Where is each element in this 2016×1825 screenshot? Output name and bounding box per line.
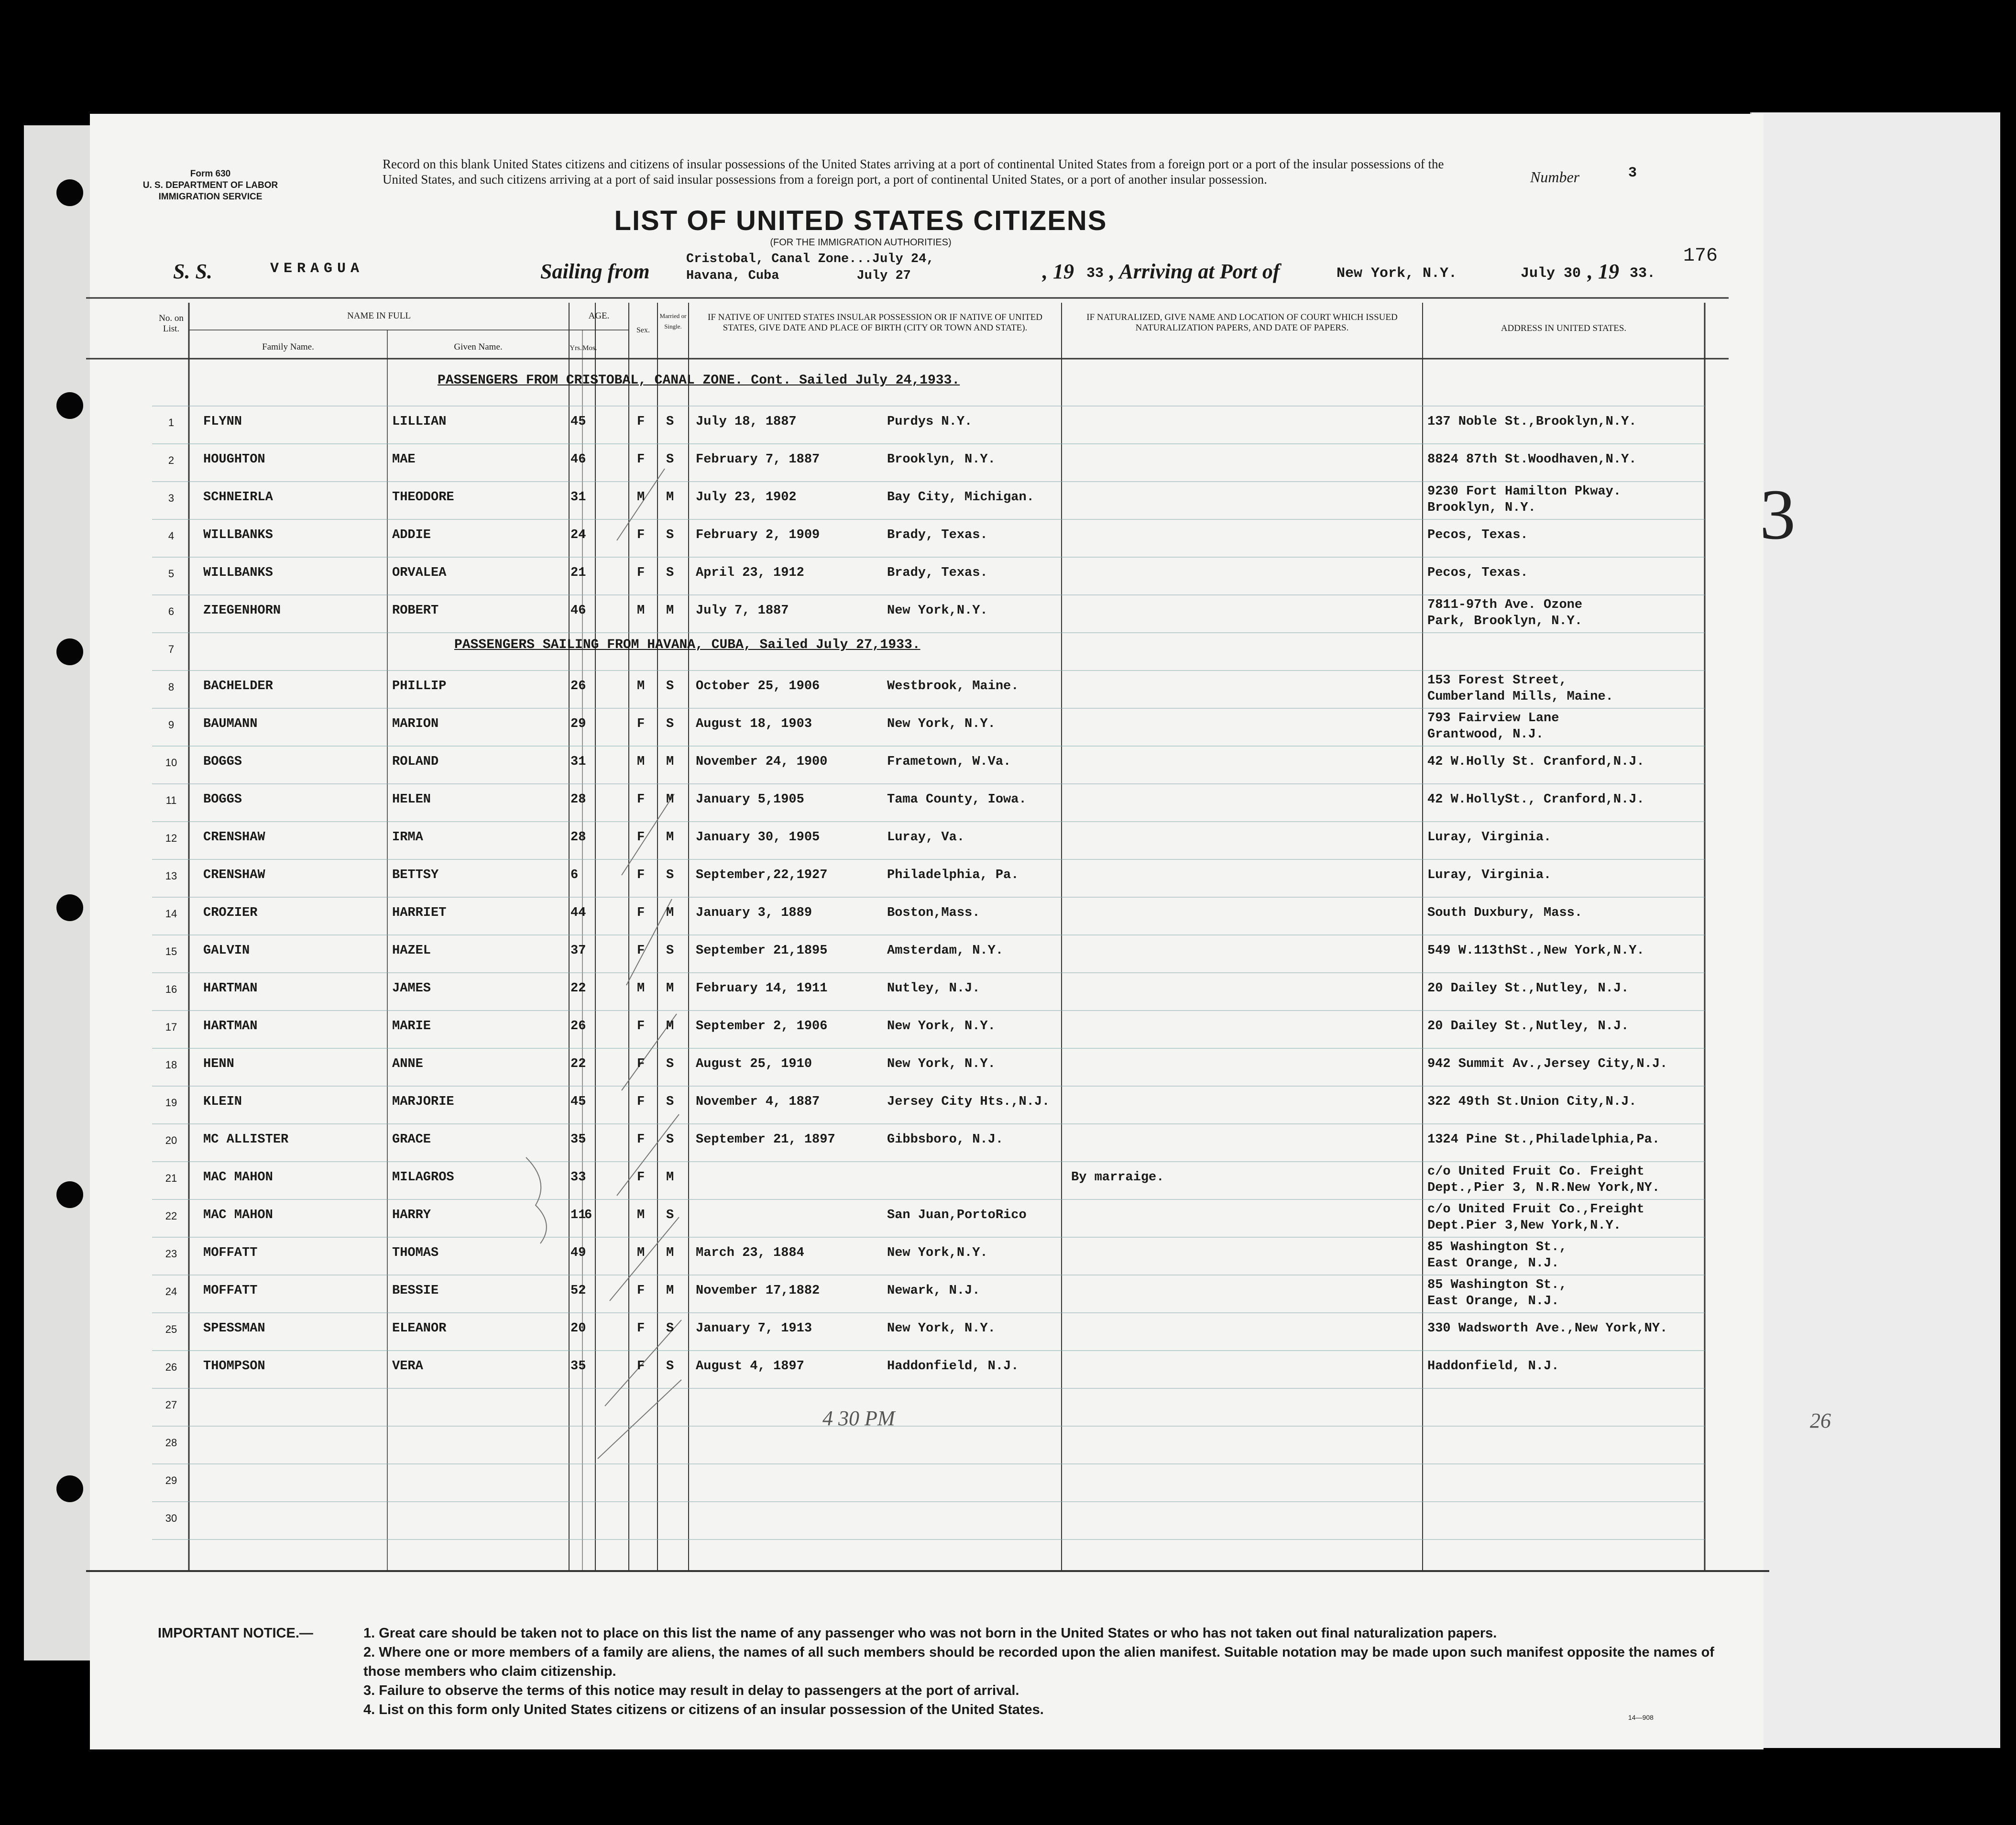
given-name-cell: HAZEL: [392, 944, 431, 958]
birth-date-cell: July 23, 1902: [696, 490, 797, 505]
birth-place-cell: Boston,Mass.: [887, 906, 980, 920]
birth-place-cell: Newark, N.J.: [887, 1284, 980, 1298]
address-cell: 42 W.Holly St. Cranford,N.J.: [1427, 755, 1644, 769]
margin-mark: 3: [1760, 475, 1796, 554]
birth-date-cell: January 7, 1913: [696, 1321, 812, 1336]
ss-label: S. S.: [173, 260, 212, 283]
arrival-date: July 30: [1521, 265, 1581, 282]
age-years-cell: 49: [570, 1246, 586, 1260]
header-no: No. on List.: [159, 313, 184, 334]
important-notice: [158, 1624, 1736, 1717]
marital-status-cell: S: [666, 1095, 674, 1109]
given-name-cell: VERA: [392, 1359, 423, 1374]
birth-place-cell: New York, N.Y.: [887, 1321, 996, 1336]
address-cell: 20 Dailey St.,Nutley, N.J.: [1427, 981, 1629, 996]
row-number: 5: [168, 568, 175, 580]
family-name-cell: MOFFATT: [203, 1284, 258, 1298]
address-cell: 322 49th St.Union City,N.J.: [1427, 1095, 1637, 1109]
address-cell: 942 Summit Av.,Jersey City,N.J.: [1427, 1057, 1668, 1071]
family-name-cell: CROZIER: [203, 906, 258, 920]
birth-place-cell: New York,N.Y.: [887, 1246, 988, 1260]
row-number: 6: [168, 605, 175, 617]
arrival-port: New York, N.Y.: [1337, 265, 1457, 282]
header-name-in-full: NAME IN FULL: [347, 311, 411, 321]
marital-status-cell: M: [666, 604, 674, 618]
sex-cell: F: [637, 415, 645, 429]
family-name-cell: HARTMAN: [203, 981, 258, 996]
birth-place-cell: New York,N.Y.: [887, 604, 988, 618]
birth-date-cell: August 18, 1903: [696, 717, 812, 731]
family-name-cell: SCHNEIRLA: [203, 490, 273, 505]
header-age: AGE.: [588, 311, 610, 321]
sex-cell: M: [637, 679, 645, 693]
sex-cell: F: [637, 1095, 645, 1109]
birth-date-cell: July 18, 1887: [696, 415, 797, 429]
given-name-cell: THEODORE: [392, 490, 454, 505]
birth-place-cell: Luray, Va.: [887, 830, 965, 845]
row-number: 18: [165, 1059, 177, 1071]
header-sex: Sex.: [636, 326, 650, 334]
family-name-cell: MOFFATT: [203, 1246, 258, 1260]
address-cell: Haddonfield, N.J.: [1427, 1359, 1559, 1374]
notice-item-2: 2. Where one or more members of a family are aliens, the names of all such members should be recorded upon the alien manifest. Suitable notation may be made upon such manifest opposite the names of those members who claim citizenship.: [363, 1645, 1714, 1679]
age-years-cell: 35: [570, 1132, 586, 1147]
address-cell: 153 Forest Street,: [1427, 673, 1567, 688]
age-years-cell: 21: [570, 566, 586, 580]
marital-status-cell: M: [666, 490, 674, 505]
header-married-single: Married or Single.: [659, 312, 687, 330]
birth-date-cell: October 25, 1906: [696, 679, 820, 693]
sex-cell: M: [637, 1208, 645, 1222]
sex-cell: F: [637, 1057, 645, 1071]
sex-cell: F: [637, 1170, 645, 1185]
given-name-cell: GRACE: [392, 1132, 431, 1147]
row-number: 8: [168, 681, 175, 693]
header-birth: IF NATIVE OF UNITED STATES INSULAR POSSESSION OR IF NATIVE OF UNITED STATES, GIVE DATE AND PLACE OF BIRTH (CITY OR TOWN AND STATE).: [708, 312, 1042, 333]
address-cell-line2: Brooklyn, N.Y.: [1427, 501, 1536, 515]
given-name-cell: BETTSY: [392, 868, 439, 882]
sex-cell: F: [637, 1321, 645, 1336]
birth-date-cell: August 4, 1897: [696, 1359, 804, 1374]
given-name-cell: ROBERT: [392, 604, 439, 618]
address-cell: 7811-97th Ave. Ozone: [1427, 598, 1583, 612]
row-number: 21: [165, 1172, 177, 1184]
marital-status-cell: S: [666, 452, 674, 467]
family-name-cell: THOMPSON: [203, 1359, 265, 1374]
birth-place-cell: New York, N.Y.: [887, 717, 996, 731]
family-name-cell: MAC MAHON: [203, 1170, 273, 1185]
sex-cell: F: [637, 717, 645, 731]
age-years-cell: 11: [570, 1208, 586, 1222]
address-cell-line2: Grantwood, N.J.: [1427, 727, 1544, 742]
margin-count: 26: [1810, 1409, 1831, 1432]
address-cell: c/o United Fruit Co.,Freight: [1427, 1202, 1644, 1217]
row-number: 29: [165, 1474, 177, 1486]
marital-status-cell: S: [666, 415, 674, 429]
age-years-cell: 20: [570, 1321, 586, 1336]
handwritten-time-note: 4 30 PM: [822, 1407, 895, 1430]
given-name-cell: PHILLIP: [392, 679, 447, 693]
row-number: 19: [165, 1097, 177, 1109]
address-cell: 1324 Pine St.,Philadelphia,Pa.: [1427, 1132, 1660, 1147]
row-number: 17: [165, 1021, 177, 1033]
given-name-cell: HARRY: [392, 1208, 431, 1222]
birth-date-cell: January 5,1905: [696, 792, 804, 807]
address-cell-line2: Cumberland Mills, Maine.: [1427, 690, 1613, 704]
address-cell: 9230 Fort Hamilton Pkway.: [1427, 484, 1622, 499]
naturalization-cell: By marraige.: [1071, 1170, 1164, 1185]
form-instruction: Record on this blank United States citizens and citizens of insular possessions of the United States arriving at a port of continental United States from a foreign port or a port of the insular possessions of the United States, and such citizens arriving at a port of said insular possessions from a foreign port, a port of continental United States, or a port of another insular possession.: [383, 157, 1444, 187]
age-years-cell: 46: [570, 604, 586, 618]
age-years-cell: 52: [570, 1284, 586, 1298]
birth-date-cell: January 30, 1905: [696, 830, 820, 845]
marital-status-cell: S: [666, 1057, 674, 1071]
marital-status-cell: M: [666, 755, 674, 769]
header-yrs: Yrs.: [570, 344, 582, 352]
address-cell: 20 Dailey St.,Nutley, N.J.: [1427, 1019, 1629, 1033]
family-name-cell: WILLBANKS: [203, 566, 273, 580]
birth-place-cell: Gibbsboro, N.J.: [887, 1132, 1004, 1147]
family-name-cell: BACHELDER: [203, 679, 273, 693]
birth-date-cell: January 3, 1889: [696, 906, 812, 920]
family-name-cell: CRENSHAW: [203, 868, 265, 882]
service-name: IMMIGRATION SERVICE: [158, 192, 263, 202]
sex-cell: M: [637, 1246, 645, 1260]
birth-date-cell: November 24, 1900: [696, 755, 828, 769]
birth-date-cell: February 2, 1909: [696, 528, 820, 542]
family-name-cell: MC ALLISTER: [203, 1132, 289, 1147]
row-number: 30: [165, 1512, 177, 1524]
footer-code: 14—908: [1628, 1714, 1654, 1721]
row-number: 23: [165, 1248, 177, 1260]
given-name-cell: ANNE: [392, 1057, 423, 1071]
header-family-name: Family Name.: [262, 342, 314, 352]
age-years-cell: 29: [570, 717, 586, 731]
row-number: 3: [168, 492, 175, 504]
family-name-cell: BAUMANN: [203, 717, 258, 731]
sex-cell: M: [637, 981, 645, 996]
birth-date-cell: August 25, 1910: [696, 1057, 812, 1071]
department-name: U. S. DEPARTMENT OF LABOR: [142, 180, 278, 190]
marital-status-cell: S: [666, 1321, 674, 1336]
address-cell: 8824 87th St.Woodhaven,N.Y.: [1427, 452, 1637, 467]
row-number: 14: [165, 908, 177, 920]
number-value: 3: [1628, 165, 1637, 181]
sex-cell: F: [637, 1284, 645, 1298]
row-number: 26: [165, 1361, 177, 1373]
form-number: Form 630: [190, 169, 231, 179]
departure-port-1: Cristobal, Canal Zone...July 24,: [686, 252, 934, 266]
given-name-cell: IRMA: [392, 830, 423, 845]
birth-place-cell: Amsterdam, N.Y.: [887, 944, 1004, 958]
row-number: 22: [165, 1210, 177, 1222]
given-name-cell: ELEANOR: [392, 1321, 447, 1336]
birth-place-cell: Purdys N.Y.: [887, 415, 973, 429]
address-cell: 85 Washington St.,: [1427, 1240, 1567, 1254]
row-number: 13: [165, 870, 177, 882]
number-label: Number: [1530, 168, 1580, 186]
ship-name: VERAGUA: [270, 261, 364, 277]
sex-cell: F: [637, 566, 645, 580]
notice-label: IMPORTANT NOTICE.—: [158, 1626, 313, 1641]
birth-place-cell: Frametown, W.Va.: [887, 755, 1011, 769]
birth-date-cell: March 23, 1884: [696, 1246, 804, 1260]
birth-place-cell: Westbrook, Maine.: [887, 679, 1019, 693]
address-cell: c/o United Fruit Co. Freight: [1427, 1165, 1644, 1179]
family-name-cell: SPESSMAN: [203, 1321, 265, 1336]
row-number: 7: [168, 643, 175, 655]
address-cell-line2: Dept.Pier 3,New York,N.Y.: [1427, 1219, 1622, 1233]
year-prefix: , 19: [1042, 260, 1074, 283]
marital-status-cell: M: [666, 1170, 674, 1185]
birth-date-cell: November 4, 1887: [696, 1095, 820, 1109]
sex-cell: M: [637, 755, 645, 769]
family-name-cell: KLEIN: [203, 1095, 242, 1109]
marital-status-cell: S: [666, 566, 674, 580]
family-name-cell: HOUGHTON: [203, 452, 265, 467]
birth-place-cell: Jersey City Hts.,N.J.: [887, 1095, 1050, 1109]
arriving-label: , Arriving at Port of: [1109, 260, 1280, 283]
row-number: 2: [168, 454, 175, 466]
address-cell: 42 W.HollySt., Cranford,N.J.: [1427, 792, 1644, 807]
marital-status-cell: M: [666, 906, 674, 920]
birth-place-cell: New York, N.Y.: [887, 1057, 996, 1071]
sex-cell: F: [637, 1019, 645, 1033]
given-name-cell: THOMAS: [392, 1246, 439, 1260]
marital-status-cell: M: [666, 1246, 674, 1260]
age-years-cell: 22: [570, 981, 586, 996]
address-cell: 137 Noble St.,Brooklyn,N.Y.: [1427, 415, 1637, 429]
family-name-cell: BOGGS: [203, 792, 242, 807]
age-years-cell: 26: [570, 679, 586, 693]
marital-status-cell: S: [666, 1132, 674, 1147]
sex-cell: F: [637, 528, 645, 542]
address-cell-line2: East Orange, N.J.: [1427, 1256, 1559, 1271]
age-years-cell: 28: [570, 792, 586, 807]
address-cell: 330 Wadsworth Ave.,New York,NY.: [1427, 1321, 1668, 1336]
address-cell-line2: Dept.,Pier 3, N.R.New York,NY.: [1427, 1181, 1660, 1195]
page-stamp-number: 176: [1683, 245, 1718, 267]
age-years-cell: 22: [570, 1057, 586, 1071]
sailing-from-label: Sailing from: [540, 260, 650, 283]
age-months-cell: 6: [584, 1208, 592, 1222]
age-years-cell: 33: [570, 1170, 586, 1185]
age-years-cell: 31: [570, 755, 586, 769]
address-cell: Pecos, Texas.: [1427, 528, 1528, 542]
marital-status-cell: S: [666, 944, 674, 958]
birth-date-cell: September 2, 1906: [696, 1019, 828, 1033]
birth-date-cell: September 21, 1897: [696, 1132, 835, 1147]
given-name-cell: ORVALEA: [392, 566, 447, 580]
given-name-cell: ADDIE: [392, 528, 431, 542]
age-years-cell: 26: [570, 1019, 586, 1033]
sex-cell: F: [637, 944, 645, 958]
family-name-cell: HENN: [203, 1057, 234, 1071]
page-subtitle: (FOR THE IMMIGRATION AUTHORITIES): [770, 237, 952, 248]
header-mos: Mos.: [582, 344, 597, 352]
arrival-year: 33.: [1630, 265, 1656, 282]
row-number: 12: [165, 832, 177, 844]
age-years-cell: 28: [570, 830, 586, 845]
birth-date-cell: September,22,1927: [696, 868, 828, 882]
address-cell: 85 Washington St.,: [1427, 1278, 1567, 1292]
birth-place-cell: Nutley, N.J.: [887, 981, 980, 996]
birth-place-cell: Tama County, Iowa.: [887, 792, 1027, 807]
row-number: 24: [165, 1286, 177, 1297]
family-name-cell: GALVIN: [203, 944, 250, 958]
notice-item-3: 3. Failure to observe the terms of this notice may result in delay to passengers at the port of arrival.: [363, 1683, 1019, 1698]
age-years-cell: 6: [570, 868, 579, 882]
birth-date-cell: September 21,1895: [696, 944, 828, 958]
address-cell-line2: Park, Brooklyn, N.Y.: [1427, 614, 1583, 628]
age-years-cell: 45: [570, 415, 586, 429]
family-name-cell: BOGGS: [203, 755, 242, 769]
age-years-cell: 44: [570, 906, 586, 920]
birth-place-cell: Philadelphia, Pa.: [887, 868, 1019, 882]
year-value: 33: [1086, 265, 1104, 282]
marital-status-cell: S: [666, 868, 674, 882]
given-name-cell: HARRIET: [392, 906, 447, 920]
given-name-cell: ROLAND: [392, 755, 439, 769]
sex-cell: F: [637, 452, 645, 467]
address-cell-line2: East Orange, N.J.: [1427, 1294, 1559, 1308]
sex-cell: F: [637, 792, 645, 807]
birth-date-cell: July 7, 1887: [696, 604, 789, 618]
departure-port-2: Havana, Cuba July 27: [686, 269, 911, 283]
marital-status-cell: M: [666, 792, 674, 807]
row-number: 28: [165, 1437, 177, 1449]
given-name-cell: LILLIAN: [392, 415, 447, 429]
marital-status-cell: M: [666, 1284, 674, 1298]
sex-cell: M: [637, 490, 645, 505]
marital-status-cell: S: [666, 1359, 674, 1374]
row-number: 9: [168, 719, 175, 731]
address-cell: Luray, Virginia.: [1427, 868, 1552, 882]
given-name-cell: JAMES: [392, 981, 431, 996]
notice-item-4: 4. List on this form only United States citizens or citizens of an insular possession of the United States.: [363, 1702, 1044, 1717]
given-name-cell: MILAGROS: [392, 1170, 454, 1185]
row-number: 16: [165, 983, 177, 995]
birth-place-cell: Bay City, Michigan.: [887, 490, 1034, 505]
marital-status-cell: S: [666, 1208, 674, 1222]
header-given-name: Given Name.: [454, 342, 503, 352]
marital-status-cell: M: [666, 1019, 674, 1033]
sex-cell: F: [637, 868, 645, 882]
birth-date-cell: February 14, 1911: [696, 981, 828, 996]
section-header-havana: PASSENGERS SAILING FROM HAVANA, CUBA, Sailed July 27,1933.: [454, 638, 920, 652]
row-number: 4: [168, 530, 175, 542]
row-number: 15: [165, 945, 177, 957]
row-number: 11: [165, 794, 177, 806]
birth-date-cell: April 23, 1912: [696, 566, 804, 580]
address-cell: 793 Fairview Lane: [1427, 711, 1559, 726]
age-years-cell: 46: [570, 452, 586, 467]
birth-place-cell: Haddonfield, N.J.: [887, 1359, 1019, 1374]
given-name-cell: BESSIE: [392, 1284, 439, 1298]
row-number: 20: [165, 1134, 177, 1146]
sex-cell: M: [637, 604, 645, 618]
birth-place-cell: Brooklyn, N.Y.: [887, 452, 996, 467]
notice-item-1: 1. Great care should be taken not to place on this list the name of any passenger who was not born in the United States or who has not taken out final naturalization papers.: [363, 1626, 1497, 1641]
birth-date-cell: February 7, 1887: [696, 452, 820, 467]
family-name-cell: MAC MAHON: [203, 1208, 273, 1222]
marital-status-cell: S: [666, 528, 674, 542]
page-title: LIST OF UNITED STATES CITIZENS: [614, 205, 1107, 236]
family-name-cell: ZIEGENHORN: [203, 604, 281, 618]
header-naturalized: IF NATURALIZED, GIVE NAME AND LOCATION OF COURT WHICH ISSUED NATURALIZATION PAPERS, AND DATE OF PAPERS.: [1086, 312, 1398, 333]
family-name-cell: WILLBANKS: [203, 528, 273, 542]
address-cell: 549 W.113thSt.,New York,N.Y.: [1427, 944, 1644, 958]
section-header-cristobal: PASSENGERS FROM CRISTOBAL, CANAL ZONE. Cont. Sailed July 24,1933.: [438, 373, 960, 388]
sex-cell: F: [637, 906, 645, 920]
age-years-cell: 37: [570, 944, 586, 958]
address-cell: South Duxbury, Mass.: [1427, 906, 1583, 920]
header-address: ADDRESS IN UNITED STATES.: [1501, 323, 1627, 333]
age-years-cell: 45: [570, 1095, 586, 1109]
row-number: 27: [165, 1399, 177, 1411]
given-name-cell: MAE: [392, 452, 416, 467]
arrival-year-prefix: , 19: [1588, 260, 1619, 283]
family-name-cell: HARTMAN: [203, 1019, 258, 1033]
age-years-cell: 24: [570, 528, 586, 542]
sex-cell: F: [637, 1359, 645, 1374]
marital-status-cell: M: [666, 981, 674, 996]
given-name-cell: HELEN: [392, 792, 431, 807]
family-name-cell: FLYNN: [203, 415, 242, 429]
birth-place-cell: Brady, Texas.: [887, 566, 988, 580]
age-years-cell: 35: [570, 1359, 586, 1374]
given-name-cell: MARJORIE: [392, 1095, 454, 1109]
row-number: 1: [168, 417, 175, 429]
marital-status-cell: S: [666, 717, 674, 731]
address-cell: Luray, Virginia.: [1427, 830, 1552, 845]
row-number: 10: [165, 757, 177, 769]
age-years-cell: 31: [570, 490, 586, 505]
sex-cell: F: [637, 830, 645, 845]
birth-place-cell: San Juan,PortoRico: [887, 1208, 1027, 1222]
birth-date-cell: November 17,1882: [696, 1284, 820, 1298]
birth-place-cell: Brady, Texas.: [887, 528, 988, 542]
sex-cell: F: [637, 1132, 645, 1147]
marital-status-cell: S: [666, 679, 674, 693]
marital-status-cell: M: [666, 830, 674, 845]
family-name-cell: CRENSHAW: [203, 830, 265, 845]
row-number: 25: [165, 1323, 177, 1335]
birth-place-cell: New York, N.Y.: [887, 1019, 996, 1033]
address-cell: Pecos, Texas.: [1427, 566, 1528, 580]
given-name-cell: MARIE: [392, 1019, 431, 1033]
given-name-cell: MARION: [392, 717, 439, 731]
